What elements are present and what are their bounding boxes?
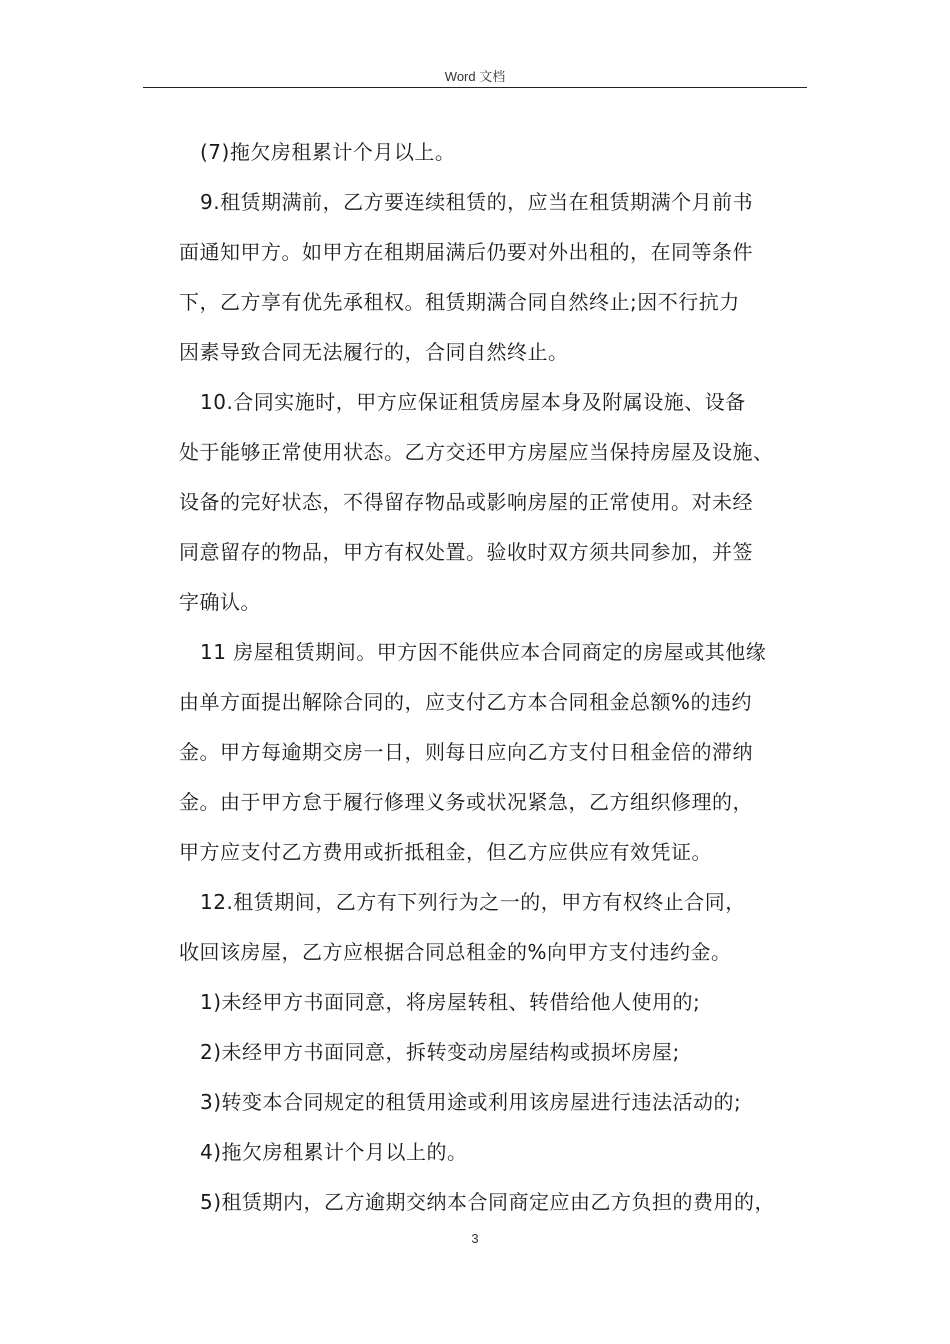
paragraph-line: 11 房屋租赁期间。甲方因不能供应本合同商定的房屋或其他缘 xyxy=(200,640,767,664)
paragraph-line: 因素导致合同无法履行的，合同自然终止。 xyxy=(179,340,569,364)
paragraph-line: 3)转变本合同规定的租赁用途或利用该房屋进行违法活动的; xyxy=(200,1090,742,1114)
paragraph-line: 2)未经甲方书面同意，拆转变动房屋结构或损坏房屋; xyxy=(200,1040,680,1064)
paragraph-line: 由单方面提出解除合同的，应支付乙方本合同租金总额%的违约 xyxy=(179,690,753,714)
paragraph-line: 甲方应支付乙方费用或折抵租金，但乙方应供应有效凭证。 xyxy=(179,840,712,864)
paragraph-line: 1)未经甲方书面同意，将房屋转租、转借给他人使用的; xyxy=(200,990,701,1014)
paragraph-line: 同意留存的物品，甲方有权处置。验收时双方须共同参加，并签 xyxy=(179,540,753,564)
paragraph-line: 面通知甲方。如甲方在租期届满后仍要对外出租的，在同等条件 xyxy=(179,240,753,264)
paragraph-line: 下，乙方享有优先承租权。租赁期满合同自然终止;因不行抗力 xyxy=(179,290,740,314)
paragraph-line: 收回该房屋，乙方应根据合同总租金的%向甲方支付违约金。 xyxy=(179,940,732,964)
paragraph-line: 处于能够正常使用状态。乙方交还甲方房屋应当保持房屋及设施、 xyxy=(179,440,774,464)
header-divider xyxy=(143,87,807,88)
page-header-title: Word 文档 xyxy=(444,69,506,84)
paragraph-line: 5)租赁期内，乙方逾期交纳本合同商定应由乙方负担的费用的， xyxy=(200,1190,776,1214)
paragraph-line: 设备的完好状态，不得留存物品或影响房屋的正常使用。对未经 xyxy=(179,490,753,514)
paragraph-line: (7)拖欠房租累计个月以上。 xyxy=(200,140,456,164)
paragraph-line: 12.租赁期间，乙方有下列行为之一的，甲方有权终止合同， xyxy=(200,890,746,914)
paragraph-line: 10.合同实施时，甲方应保证租赁房屋本身及附属设施、设备 xyxy=(200,390,746,414)
paragraph-line: 4)拖欠房租累计个月以上的。 xyxy=(200,1140,468,1164)
paragraph-line: 金。甲方每逾期交房一日，则每日应向乙方支付日租金倍的滞纳 xyxy=(179,740,753,764)
paragraph-line: 金。由于甲方怠于履行修理义务或状况紧急，乙方组织修理的， xyxy=(179,790,753,814)
paragraph-line: 9.租赁期满前，乙方要连续租赁的，应当在租赁期满个月前书 xyxy=(200,190,754,214)
page-number: 3 xyxy=(471,1231,479,1246)
paragraph-line: 字确认。 xyxy=(179,590,261,614)
